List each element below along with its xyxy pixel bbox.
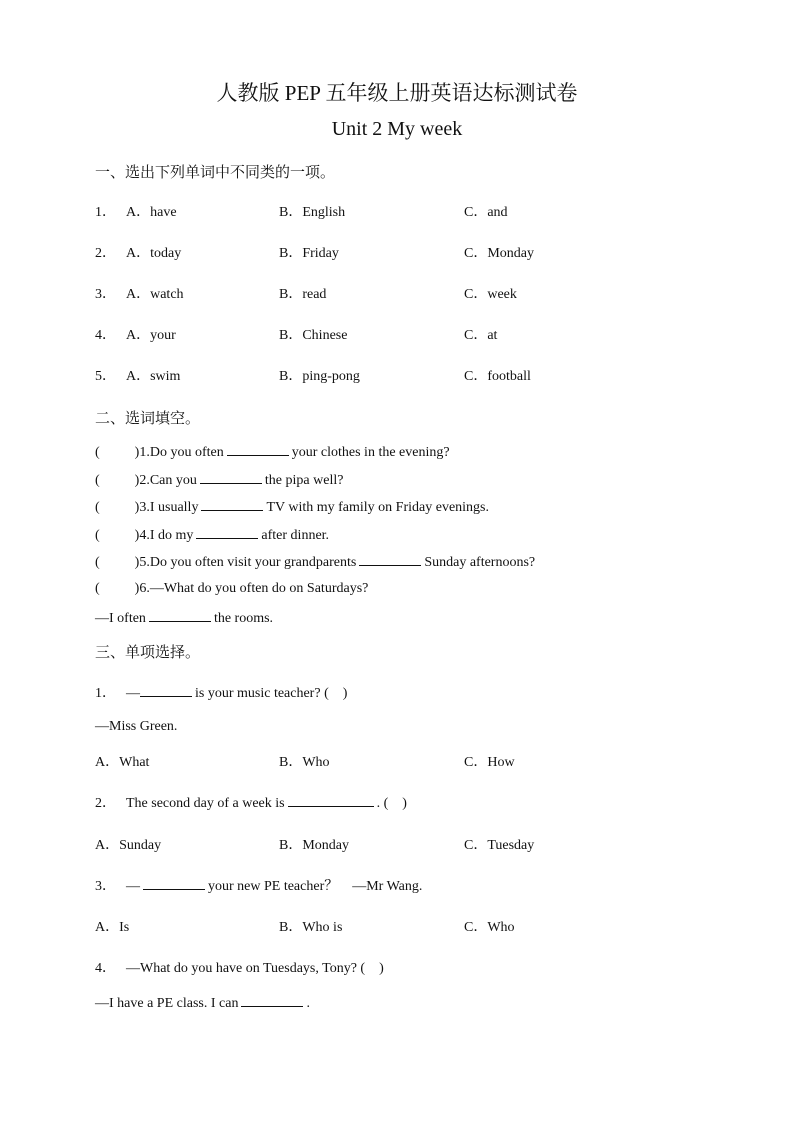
option-a: A．your — [126, 328, 176, 343]
fill-blank-item: ( )4.I do my after dinner. — [95, 528, 330, 543]
option-c: C．Who — [464, 920, 515, 935]
option-a: A．have — [126, 205, 177, 220]
option-a: A．swim — [126, 369, 181, 384]
option-a: A．Sunday — [95, 838, 162, 853]
option-b: B．Who — [279, 755, 330, 770]
fill-blank-item: ( )3.I usually TV with my family on Friday evenings. — [95, 500, 490, 515]
option-c: C．How — [464, 755, 515, 770]
question-number: 5． — [95, 369, 116, 384]
answer-blank[interactable] — [143, 877, 205, 890]
exam-title: 人教版 PEP 五年级上册英语达标测试卷 — [216, 81, 578, 105]
answer-blank[interactable] — [196, 526, 258, 539]
option-b: B．Who is — [279, 920, 343, 935]
unit-subtitle: Unit 2 My week — [331, 118, 463, 140]
option-b: B．read — [279, 287, 327, 302]
answer-blank[interactable] — [288, 794, 374, 807]
option-c: C．football — [464, 369, 531, 384]
answer-blank[interactable] — [227, 443, 289, 456]
option-a: A．watch — [126, 287, 184, 302]
section2-heading: 二、选词填空。 — [95, 411, 201, 427]
option-c: C．at — [464, 328, 498, 343]
answer-blank[interactable] — [241, 994, 303, 1007]
fill-blank-answer: —I often the rooms. — [95, 611, 274, 626]
answer-blank[interactable] — [149, 609, 211, 622]
option-c: C．Tuesday — [464, 838, 535, 853]
question-number: 3． — [95, 287, 116, 302]
option-a: A．Is — [95, 920, 130, 935]
question-number: 1． — [95, 205, 116, 220]
question-number: 4． — [95, 328, 116, 343]
answer-blank[interactable] — [140, 684, 192, 697]
option-c: C．and — [464, 205, 508, 220]
option-b: B．ping-pong — [279, 369, 360, 384]
fill-blank-item: ( )1.Do you often your clothes in the evening? — [95, 445, 450, 460]
option-b: B．Chinese — [279, 328, 348, 343]
answer-blank[interactable] — [359, 553, 421, 566]
question-number: 2． — [95, 246, 116, 261]
section1-heading: 一、选出下列单词中不同类的一项。 — [95, 165, 336, 181]
choice-question: 2． The second day of a week is . ( ) — [95, 796, 407, 811]
choice-question: 4． —What do you have on Tuesdays, Tony? ( ) — [95, 961, 384, 976]
question-reply: —I have a PE class. I can . — [95, 996, 310, 1011]
fill-blank-item: ( )5.Do you often visit your grandparents Sunday afternoons? — [95, 555, 536, 570]
fill-blank-item: ( )6.—What do you often do on Saturdays? — [95, 581, 369, 596]
section3-heading: 三、单项选择。 — [95, 645, 201, 661]
choice-question: 1． — is your music teacher? ( ) — [95, 686, 348, 701]
fill-blank-item: ( )2.Can you the pipa well? — [95, 473, 344, 488]
option-c: C．week — [464, 287, 517, 302]
option-a: A．What — [95, 755, 150, 770]
answer-blank[interactable] — [201, 498, 263, 511]
option-b: B．Monday — [279, 838, 349, 853]
option-c: C．Monday — [464, 246, 534, 261]
question-reply: —Miss Green. — [95, 719, 178, 734]
option-b: B．Friday — [279, 246, 339, 261]
choice-question: 3． — your new PE teacher？ —Mr Wang. — [95, 879, 423, 894]
option-a: A．today — [126, 246, 182, 261]
option-b: B．English — [279, 205, 346, 220]
answer-blank[interactable] — [200, 471, 262, 484]
